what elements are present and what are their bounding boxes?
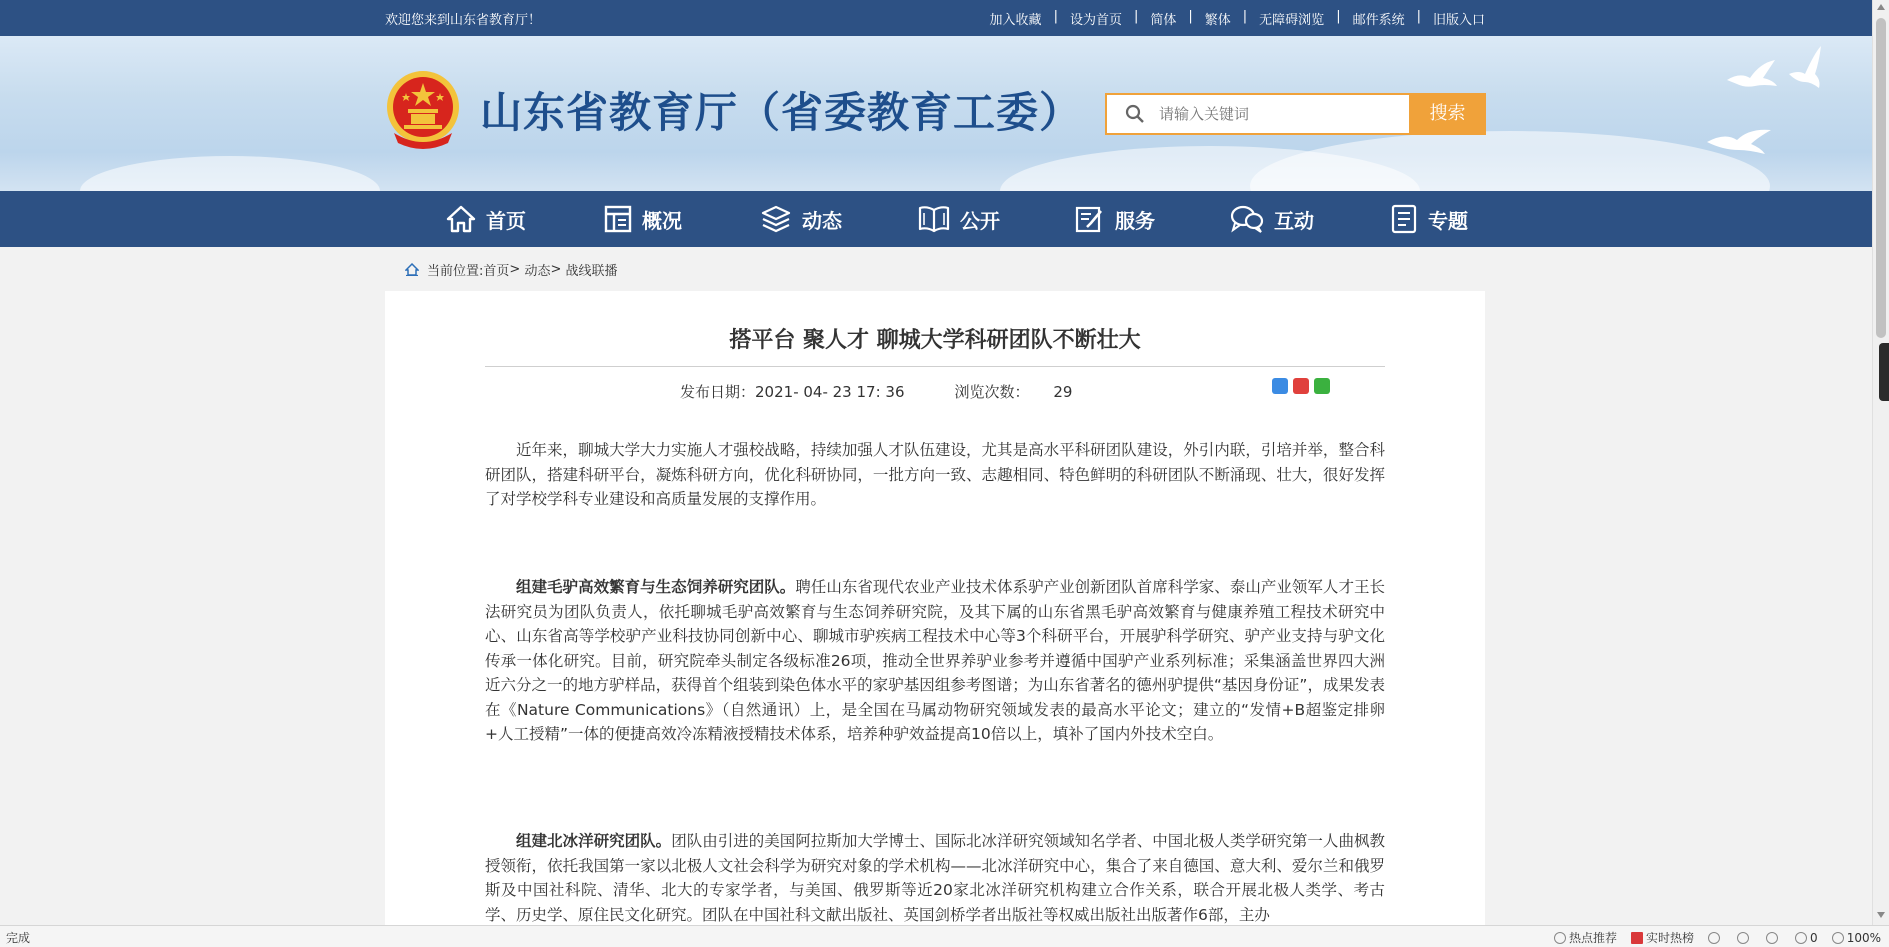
search-button[interactable]: 搜索: [1409, 93, 1486, 135]
lock-icon[interactable]: [1766, 932, 1778, 944]
breadcrumb-current[interactable]: 战线联播: [565, 264, 618, 279]
nav-news[interactable]: [760, 191, 842, 247]
separator: |: [1336, 9, 1341, 24]
status-text: 完成: [6, 931, 31, 945]
weibo-share-icon[interactable]: [1293, 378, 1309, 394]
nav-public[interactable]: [918, 191, 1000, 247]
download-counter[interactable]: [1795, 931, 1818, 945]
nav-label: 服务: [1115, 208, 1155, 233]
link-set-homepage[interactable]: 设为首页: [1069, 13, 1122, 28]
topic-icon: [1390, 204, 1418, 234]
separator: |: [1416, 9, 1421, 24]
nav-overview[interactable]: [604, 191, 682, 247]
home-icon: [446, 205, 476, 233]
cloud-decoration: [80, 156, 380, 191]
breadcrumb-separator: >: [550, 262, 566, 277]
site-header: [0, 36, 1872, 191]
wechat-share-icon[interactable]: [1314, 378, 1330, 394]
chart-icon: [1631, 932, 1643, 944]
search-input[interactable]: [1159, 103, 1399, 125]
realtime-hot-label: 实时热榜: [1646, 931, 1695, 945]
nav-label: 首页: [486, 208, 526, 233]
download-icon: [1795, 932, 1807, 944]
dove-icon: [1705, 124, 1775, 156]
separator: |: [1242, 9, 1248, 24]
views-label: 浏览次数：: [954, 383, 1030, 401]
shield-icon[interactable]: [1708, 932, 1720, 944]
breadcrumb-home[interactable]: 首页: [483, 264, 510, 279]
link-mail-system[interactable]: 邮件系统: [1352, 13, 1405, 28]
article-title: 搭平台 聚人才 聊城大学科研团队不断壮大: [729, 328, 1141, 353]
top-bar: [0, 0, 1872, 36]
article-paragraph: [485, 829, 1385, 927]
status-tools: [1554, 929, 1881, 946]
vertical-scrollbar[interactable]: [1872, 0, 1889, 925]
home-icon: [405, 263, 419, 276]
separator: |: [1133, 9, 1139, 24]
paragraph-body: 聘任山东省现代农业产业技术体系驴产业创新团队首席科学家、泰山产业领军人才王长法研究员为团队负责人，依托聊城毛驴高效繁育与生态饲养研究院，及其下属的山东省黑毛驴高效繁育与健康养殖工程技术研究中心、山东省高等学校驴产业科技协同创新中心、聊城市驴疾病工程技术中心等3个科研平台，开展驴科学研究、驴产业支持与驴文化传承一体化研究。目前，研究院牵头制定各级标准26项，推动全世界养驴业参考并遵循中国驴产业系列标准；采集涵盖世界四大洲近六分之一的地方驴样品，获得首个组装到染色体水平的家驴基因组参考图谱；为山东省著名的德州驴提供“基因身份证”，成果发表在《Nature Communications》（自然通讯）上，是全国在马属动物研究领域发表的最高水平论文；建立的“发情+B超鉴定排卵+人工授精”一体的便捷高效冷冻精液授精技术体系，培养种驴效益提高10倍以上，填补了国内外技术空白。: [485, 578, 1385, 743]
book-icon: [918, 205, 950, 233]
breadcrumb-prefix: 当前位置:: [427, 264, 484, 279]
link-old-version[interactable]: 旧版入口: [1432, 13, 1485, 28]
nav-label: 公开: [960, 208, 1000, 233]
chat-icon: [1230, 205, 1264, 233]
link-traditional[interactable]: 繁体: [1204, 13, 1231, 28]
speaker-icon[interactable]: [1737, 932, 1749, 944]
article-panel: [385, 291, 1485, 931]
scroll-down-arrow-icon[interactable]: [1877, 912, 1885, 918]
realtime-hot-button[interactable]: [1631, 929, 1694, 946]
nav-home[interactable]: [446, 191, 526, 247]
service-icon: [1075, 205, 1105, 233]
overview-icon: [604, 205, 632, 233]
paragraph-heading: 组建毛驴高效繁育与生态饲养研究团队。: [516, 578, 796, 596]
national-emblem-icon[interactable]: [384, 69, 462, 151]
news-icon: [760, 205, 792, 233]
publish-date-label: 发布日期：: [680, 383, 756, 401]
breadcrumb-news[interactable]: 动态: [524, 264, 551, 279]
hand-icon: [1554, 932, 1566, 944]
nav-label: 互动: [1274, 208, 1314, 233]
cloud-decoration: [1250, 131, 1770, 191]
breadcrumb: [405, 260, 618, 279]
dove-icon: [1725, 58, 1780, 93]
welcome-text: 欢迎您来到山东省教育厅！: [385, 13, 542, 28]
search-box: [1105, 93, 1416, 135]
nav-label: 概况: [642, 208, 682, 233]
search-icon: [1125, 104, 1145, 124]
share-buttons: [1272, 378, 1330, 394]
nav-interaction[interactable]: [1230, 191, 1314, 247]
nav-topic[interactable]: [1390, 191, 1468, 247]
nav-service[interactable]: [1075, 191, 1155, 247]
views-count: 29: [1053, 383, 1073, 401]
top-links: [990, 9, 1485, 28]
paragraph-heading: 组建北冰洋研究团队。: [516, 832, 672, 850]
hot-recommend-label: 热点推荐: [1569, 931, 1618, 945]
scrollbar-thumb[interactable]: [1876, 18, 1886, 338]
browser-status-bar: [0, 925, 1889, 947]
hot-recommend-button[interactable]: [1554, 929, 1617, 946]
article-meta: [680, 381, 1072, 402]
separator: |: [1053, 9, 1058, 24]
main-nav: [0, 191, 1872, 247]
link-accessibility[interactable]: 无障碍浏览: [1259, 13, 1325, 28]
scroll-up-arrow-icon[interactable]: [1877, 4, 1885, 10]
article-paragraph: [485, 575, 1385, 747]
paragraph-body: 团队由引进的美国阿拉斯加大学博士、国际北冰洋研究领域知名学者、中国北极人类学研究第一人曲枫教授领衔，依托我国第一家以北极人文社会科学为研究对象的学术机构——北冰洋研究中心，集合了来自德国、意大利、爱尔兰和俄罗斯及中国社科院、清华、北大的专家学者，与美国、俄罗斯等近20家北冰洋研究机构建立合作关系，联合开展北极人类学、考古学、历史学、原住民文化研究。团队在中国社科文献出版社、英国剑桥学者出版社等权威出版社出版著作6部，主办: [485, 832, 1385, 924]
side-tab[interactable]: [1879, 343, 1889, 401]
nav-label: 动态: [802, 208, 842, 233]
zoom-level: 100%: [1846, 930, 1881, 945]
breadcrumb-separator: >: [509, 262, 525, 277]
download-count: 0: [1810, 930, 1818, 945]
separator: |: [1188, 9, 1193, 24]
article-paragraph: 近年来，聊城大学大力实施人才强校战略，持续加强人才队伍建设，尤其是高水平科研团队建设，外引内联，引培并举，整合科研团队，搭建科研平台，凝炼科研方向，优化科研协同，一批方向一致、志趣相同、特色鲜明的科研团队不断涌现、壮大，很好发挥了对学校学科专业建设和高质量发展的支撑作用。: [485, 441, 1385, 508]
nav-label: 专题: [1428, 208, 1468, 233]
site-title[interactable]: 山东省教育厅（省委教育工委）: [480, 88, 1083, 137]
link-simplified[interactable]: 简体: [1150, 13, 1177, 28]
zoom-control[interactable]: [1832, 931, 1881, 945]
title-divider: [485, 366, 1385, 367]
zoom-icon: [1832, 932, 1844, 944]
dove-icon: [1785, 44, 1825, 92]
qzone-share-icon[interactable]: [1272, 378, 1288, 394]
publish-date: 2021- 04- 23 17: 36: [755, 383, 905, 401]
link-add-favorite[interactable]: 加入收藏: [989, 13, 1042, 28]
